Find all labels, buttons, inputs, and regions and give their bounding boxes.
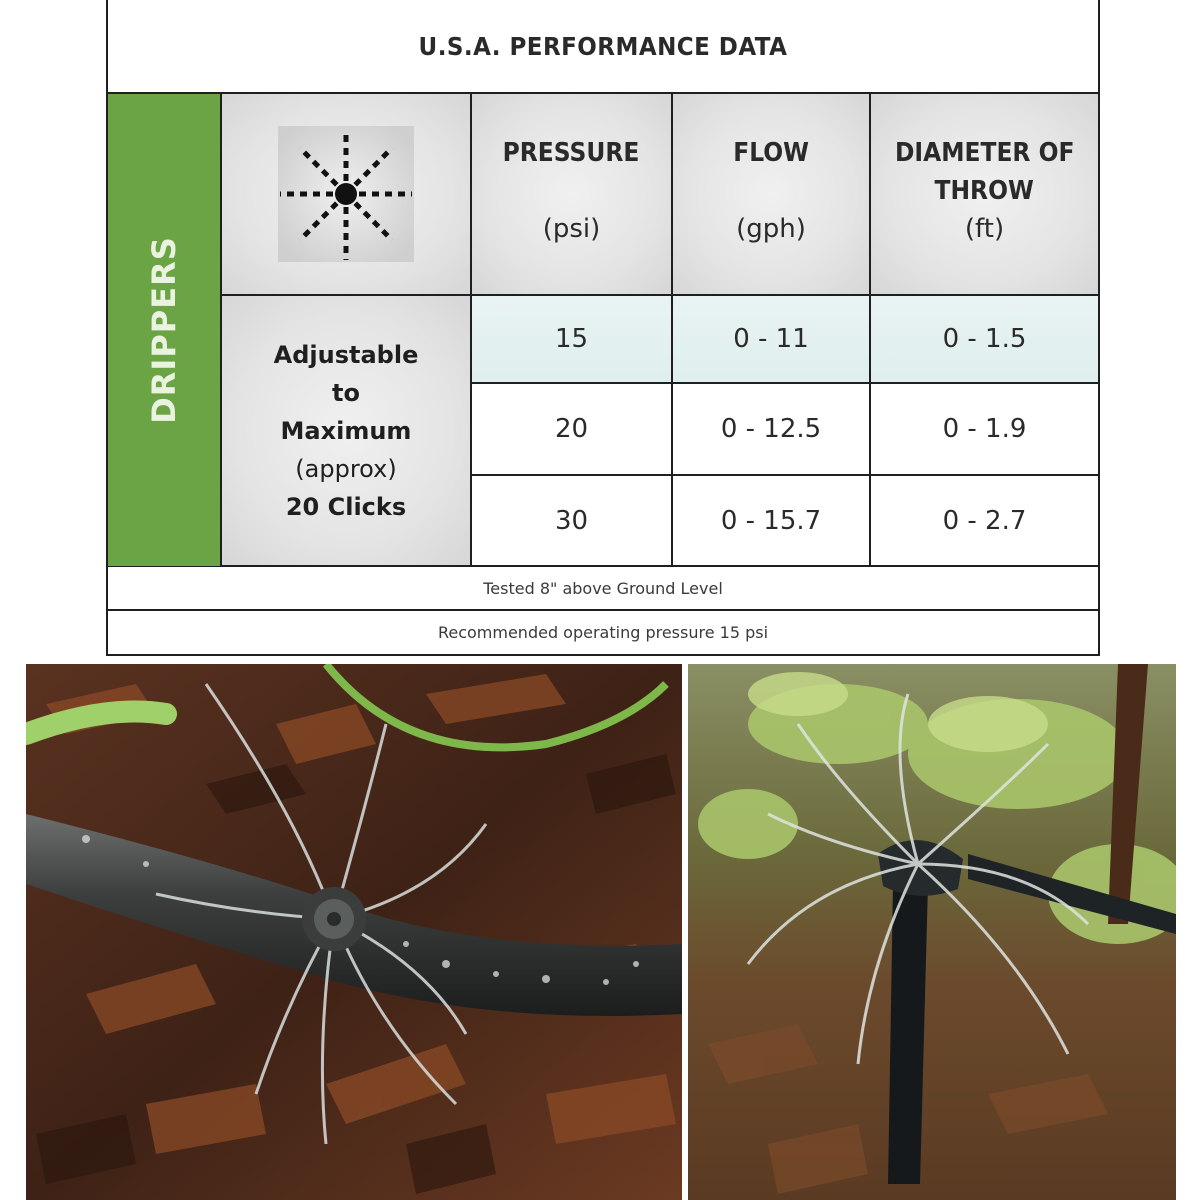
cell-flow: 0 - 11 xyxy=(673,296,869,382)
header-diameter xyxy=(871,94,1098,294)
cell-throw: 0 - 1.5 xyxy=(871,296,1098,382)
table-title: U.S.A. PERFORMANCE DATA xyxy=(418,31,788,61)
cell-pressure: 30 xyxy=(554,505,589,536)
category-label xyxy=(108,94,220,566)
category-label-text: DRIPPERS xyxy=(145,236,183,424)
cell-pressure: 15 xyxy=(472,296,671,382)
icon-cell xyxy=(222,94,470,294)
setting-cell xyxy=(222,296,470,565)
setting-line: 20 Clicks xyxy=(285,492,407,521)
cell-flow: 0 - 12.5 xyxy=(720,414,822,444)
header-flow-label: FLOW xyxy=(733,138,809,168)
header-flow-unit: (gph) xyxy=(736,214,806,244)
header-diameter-label-2: THROW xyxy=(934,176,1035,206)
dripper-on-stake-photo-art xyxy=(688,664,1176,1200)
cell-flow: 0 - 15.7 xyxy=(720,505,822,536)
cell-pressure: 20 xyxy=(554,414,589,444)
cell-throw: 0 - 2.7 xyxy=(942,505,1027,536)
setting-line: Adjustable xyxy=(273,340,419,369)
dripper-on-tubing-photo xyxy=(26,664,682,1200)
setting-line: to xyxy=(332,378,360,407)
cell-throw: 0 - 1.9 xyxy=(942,414,1027,444)
footnote-recommended-pressure: Recommended operating pressure 15 psi xyxy=(437,623,769,642)
header-pressure xyxy=(472,94,671,294)
dripper-on-tubing-photo-art xyxy=(26,664,682,1200)
header-diameter-label: DIAMETER OF xyxy=(894,138,1075,168)
setting-line: (approx) xyxy=(295,454,397,483)
footnote-test-height: Tested 8" above Ground Level xyxy=(483,578,723,598)
dripper-on-stake-photo xyxy=(688,664,1176,1200)
setting-line: Maximum xyxy=(280,416,412,445)
header-diameter-unit: (ft) xyxy=(964,214,1005,244)
spray-pattern-icon xyxy=(222,94,470,294)
header-pressure-unit: (psi) xyxy=(542,214,601,244)
header-pressure-label: PRESSURE xyxy=(503,138,640,168)
header-flow xyxy=(673,94,869,294)
